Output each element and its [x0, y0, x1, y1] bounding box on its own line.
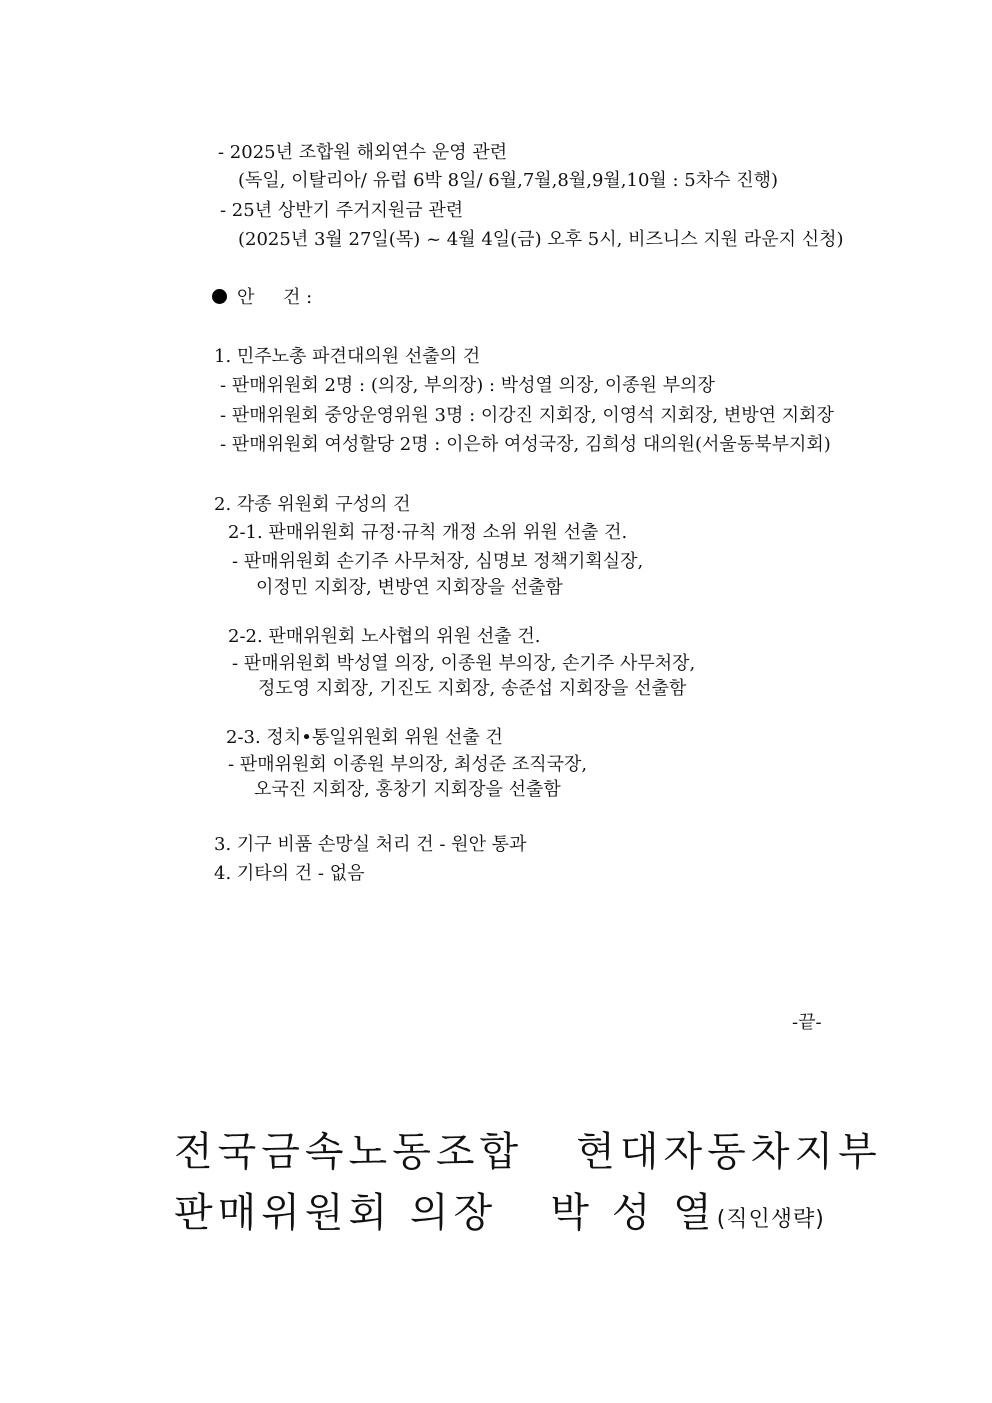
report-item-2-detail: (2025년 3월 27일(목) ~ 4월 4일(금) 오후 5시, 비즈니스 지원 라운지 신청) — [238, 229, 844, 250]
subitem-2-1-line-1: - 판매위원회 손기주 사무처장, 심명보 정책기획실장, — [232, 551, 644, 572]
subitem-2-3-line-2: 오국진 지회장, 홍창기 지회장을 선출함 — [254, 779, 561, 800]
agenda-heading — [212, 286, 312, 310]
report-item-1: - 2025년 조합원 해외연수 운영 관련 — [218, 142, 508, 163]
subitem-2-3-title: 2-3. 정치•통일위원회 위원 선출 건 — [226, 727, 503, 748]
subitem-2-2-line-2: 정도영 지회장, 기진도 지회장, 송준섭 지회장을 선출함 — [258, 678, 687, 699]
subitem-2-2-line-1: - 판매위원회 박성열 의장, 이종원 부의장, 손기주 사무처장, — [232, 653, 696, 674]
subitem-2-3-line-1: - 판매위원회 이종원 부의장, 최성준 조직국장, — [228, 754, 588, 775]
seal-omitted-note: (직인생략) — [716, 1207, 825, 1232]
agenda-item-1-title: 1. 민주노총 파견대의원 선출의 건 — [214, 346, 481, 367]
signature-name: 판매위원회 의장 박 성 열 — [174, 1190, 717, 1236]
subitem-2-2-title: 2-2. 판매위원회 노사협의 위원 선출 건. — [228, 626, 541, 647]
signature-org: 전국금속노동조합 현대자동차지부 — [174, 1129, 882, 1175]
agenda-item-1-line-3: - 판매위원회 여성할당 2명 : 이은하 여성국장, 김희성 대의원(서울동북부지회) — [220, 434, 831, 455]
bullet-icon — [212, 289, 227, 304]
end-mark: -끝- — [792, 1012, 822, 1033]
agenda-item-1-line-1: - 판매위원회 2명 : (의장, 부의장) : 박성열 의장, 이종원 부의장 — [220, 375, 715, 396]
subitem-2-1-title: 2-1. 판매위원회 규정·규칙 개정 소위 위원 선출 건. — [228, 522, 628, 543]
report-item-1-detail: (독일, 이탈리아/ 유럽 6박 8일/ 6월,7월,8월,9월,10월 : 5차수 진행) — [238, 170, 779, 191]
subitem-2-1-line-2: 이정민 지회장, 변방연 지회장을 선출함 — [256, 577, 563, 598]
agenda-item-4: 4. 기타의 건 - 없음 — [214, 863, 365, 884]
report-item-2: - 25년 상반기 주거지원금 관련 — [220, 200, 464, 221]
agenda-item-3: 3. 기구 비품 손망실 처리 건 - 원안 통과 — [214, 834, 527, 855]
agenda-item-1-line-2: - 판매위원회 중앙운영위원 3명 : 이강진 지회장, 이영석 지회장, 변방연 지회장 — [220, 405, 834, 426]
agenda-heading-text: 안 건 : — [237, 287, 313, 308]
agenda-item-2-title: 2. 각종 위원회 구성의 건 — [214, 494, 411, 515]
signature-title — [174, 1189, 825, 1244]
